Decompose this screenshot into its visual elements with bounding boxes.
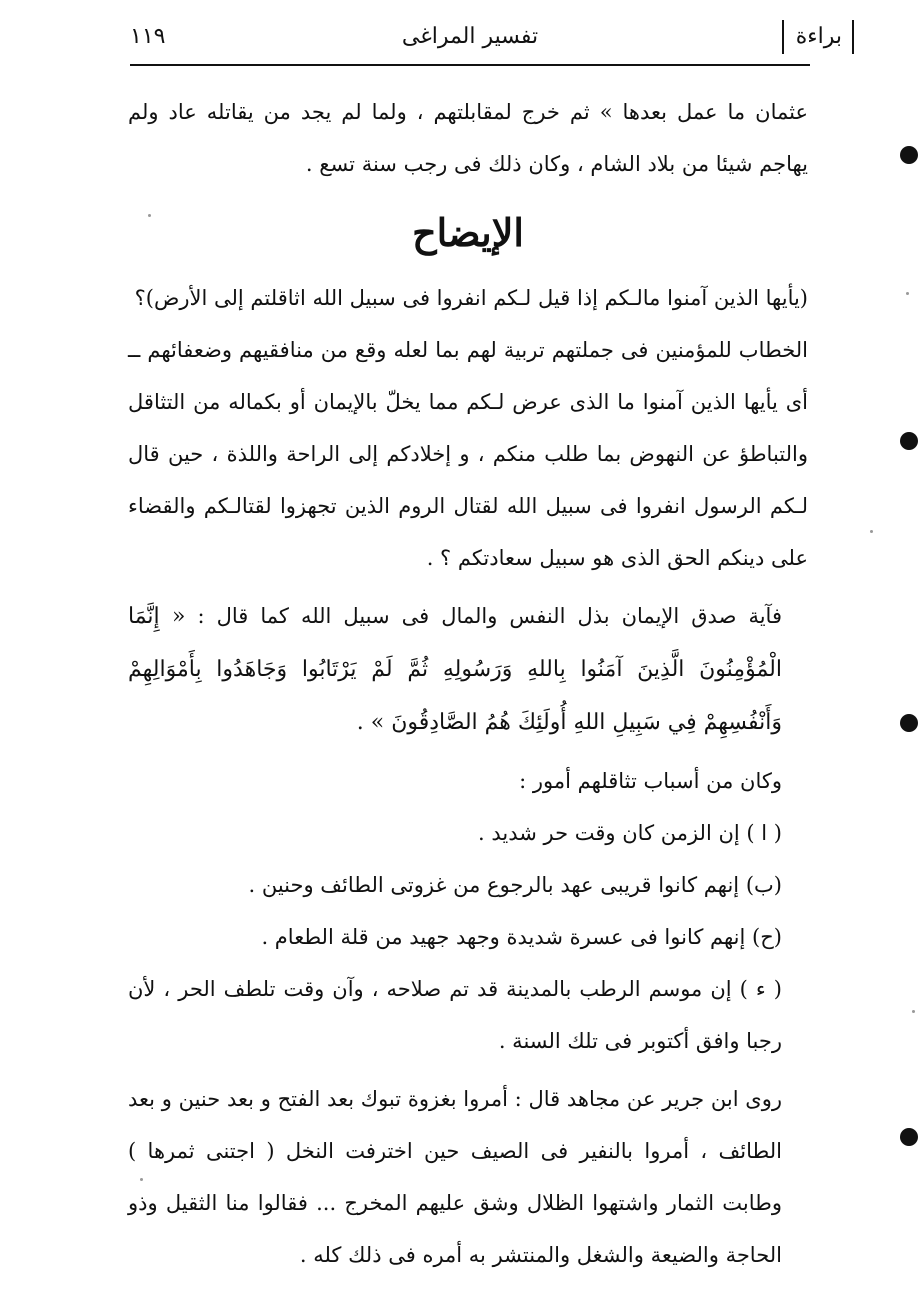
scan-speck <box>870 530 873 533</box>
page-number: ١١٩ <box>130 24 166 49</box>
list-item <box>128 859 808 911</box>
running-title: تفسير المراغى <box>401 24 539 49</box>
header-rule <box>130 64 810 66</box>
list-item-label: (ح) <box>752 925 782 949</box>
paragraph-faith <box>128 590 808 749</box>
binding-hole-mark <box>900 146 918 164</box>
binding-hole-mark <box>900 1128 918 1146</box>
list-item <box>128 963 808 1067</box>
list-item-label: ( ء ) <box>739 977 782 1001</box>
list-item-text: إن موسم الرطب بالمدينة قد تم صلاحه ، وآن وقت تلطف الحر ، لأن رجبا وافق أكتوبر فى تلك السنة . <box>128 977 782 1053</box>
binding-hole-mark <box>900 432 918 450</box>
list-item-label: (ب) <box>745 873 782 897</box>
scan-speck <box>912 1010 915 1013</box>
paragraph-closing: روى ابن جرير عن مجاهد قال : أمروا بغزوة تبوك بعد الفتح و بعد حنين و بعد الطائف ، أمروا بالنفير فى الصيف حين اخترفت النخل ( اجتنى ثمرها ) وطابت الثمار واشتهوا الظلال وشق عليهم المخرج ... فقالوا منا الثقيل وذو الحاجة والضيعة والشغل والمنتشر به أمره فى ذلك كله . <box>128 1087 782 1267</box>
list-item-text: إنهم كانوا قريبى عهد بالرجوع من غزوتى الطائف وحنين . <box>248 873 740 897</box>
list-item <box>128 807 808 859</box>
reasons-intro: وكان من أسباب تثاقلهم أمور : <box>519 769 782 793</box>
paragraph-explanation: الخطاب للمؤمنين فى جملتهم تربية لهم بما لعله وقع من منافقيهم وضعفائهم ــ أى يأيها الذين آمنوا ما الذى عرض لـكم مما يخلّ بالإيمان أو بكماله من التثاقل والتباطؤ عن النهوض بما طلب منكم ، و إخلادكم إلى الراحة واللذة ، حين قال لـكم الرسول انفروا فى سبيل الله لقتال الروم الذين تجهزوا لقتالـكم والقضاء على دينكم الحق الذى هو سبيل سعادتكم ؟ . <box>128 338 808 570</box>
scan-speck <box>906 292 909 295</box>
chapter-tag-label: براءة <box>795 24 842 49</box>
list-item <box>128 911 808 963</box>
list-item-text: إن الزمن كان وقت حر شديد . <box>478 821 740 845</box>
list-item-label: ( ا ) <box>746 821 782 845</box>
binding-hole-mark <box>900 714 918 732</box>
page-header <box>130 14 842 58</box>
paragraph-opening: عثمان ما عمل بعدها » ثم خرج لمقابلتهم ، ولما لم يجد من يقاتله عاد ولم يهاجم شيئا من بلاد الشام ، وكان ذلك فى رجب سنة تسع . <box>128 100 808 176</box>
verse-heading: (يأيها الذين آمنوا مالـكم إذا قيل لـكم انفروا فى سبيل الله اثاقلتم إلى الأرض)؟ <box>134 286 808 310</box>
section-title: الإيضاح <box>412 210 524 255</box>
faith-intro: فآية صدق الإيمان بذل النفس والمال فى سبيل الله كما قال : <box>197 604 782 628</box>
body-text <box>128 86 808 1281</box>
scan-speck <box>148 214 151 217</box>
scan-speck <box>140 1178 143 1181</box>
quran-quote: « إِنَّمَا الْمُؤْمِنُونَ الَّذِينَ آمَنُوا بِاللهِ وَرَسُولِهِ ثُمَّ لَمْ يَرْتَابُوا وَجَاهَدُوا بِأَمْوَالِهِمْ وَأَنْفُسِهِمْ فِي سَبِيلِ اللهِ أُولَئِكَ هُمُ الصَّادِقُونَ » . <box>128 604 782 735</box>
list-item-text: إنهم كانوا فى عسرة شديدة وجهد جهيد من قلة الطعام . <box>261 925 746 949</box>
